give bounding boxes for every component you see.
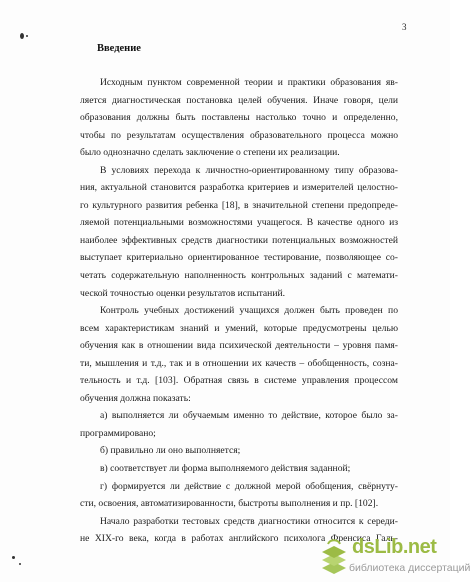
text-line: не XIX-го века, когда в работах английского психолога Френсиса Галь- [80, 533, 398, 545]
text-line: обучения как в отношении вида психической деятельности – уровня памя- [80, 340, 398, 352]
book-stack-icon [318, 538, 348, 576]
page-number: 3 [402, 22, 407, 32]
text-line: ляется диагностическая постановка целей обучения. Иначе говоря, цели [80, 94, 398, 106]
watermark [318, 536, 470, 580]
watermark-logo: dsLib.net [352, 536, 437, 558]
scan-speck [20, 33, 24, 39]
scan-speck [12, 556, 15, 559]
text-line: чтобы по результатам осуществления образовательного процесса можно [80, 129, 398, 141]
text-line: выступает критериально ориентированное тестирование, позволяющее со- [80, 252, 398, 264]
text-line: г) формируется ли действие с должной мерой обобщения, свёрнуту- [100, 480, 398, 492]
text-line: ти, мышления и т.д., так и в отношении их качеств – обобщенность, созна- [80, 357, 398, 369]
section-heading: Введение [97, 43, 141, 54]
text-line: ляемой потенциальными возможностями учащегося. В качестве одного из [80, 217, 398, 229]
text-line: В условиях перехода к личностно-ориентированному типу образова- [100, 164, 398, 176]
watermark-subtitle: библиотека диссертаций [349, 562, 470, 574]
text-line: а) выполняется ли обучаемым именно то действие, которое было за- [100, 410, 398, 422]
text-line: ческой точностью оценки результатов испытаний. [80, 287, 285, 299]
text-line: было однозначно сделать заключение о степени их реализации. [80, 147, 340, 159]
text-line: тельность и т.д. [103]. Обратная связь в системе управления процессом [80, 375, 398, 387]
text-line: Контроль учебных достижений учащихся должен быть проведен по [100, 305, 398, 317]
text-line: всем характеристикам знаний и умений, которые предусмотрены целью [80, 322, 398, 334]
text-line: б) правильно ли оно выполняется; [100, 445, 241, 457]
text-line: образования должны быть поставлены настолько точно и определенно, [80, 112, 398, 124]
text-line: Исходным пунктом современной теории и практики образования яв- [100, 77, 398, 88]
text-line: четать содержательную наполненность контрольных заданий с математи- [80, 270, 398, 282]
text-line: го культурного развития ребенка [18], в значительной степени предопреде- [80, 199, 398, 211]
text-line: обучения должна показать: [80, 392, 191, 404]
text-line: программировано; [80, 427, 156, 439]
text-line: Начало разработки тестовых средств диагностики относится к середи- [100, 515, 398, 527]
scan-speck [26, 35, 28, 37]
text-line: сти, освоения, автоматизированности, быстроты выполнения и пр. [102]. [80, 498, 379, 510]
body-text [80, 74, 398, 548]
scan-speck [19, 563, 21, 565]
text-line: в) соответствует ли форма выполняемого действия заданной; [100, 463, 351, 475]
text-line: наиболее эффективных средств диагностики потенциальных возможностей [80, 234, 398, 246]
text-line: ния, актуальной становится разработка критериев и измерителей целостно- [80, 182, 398, 194]
